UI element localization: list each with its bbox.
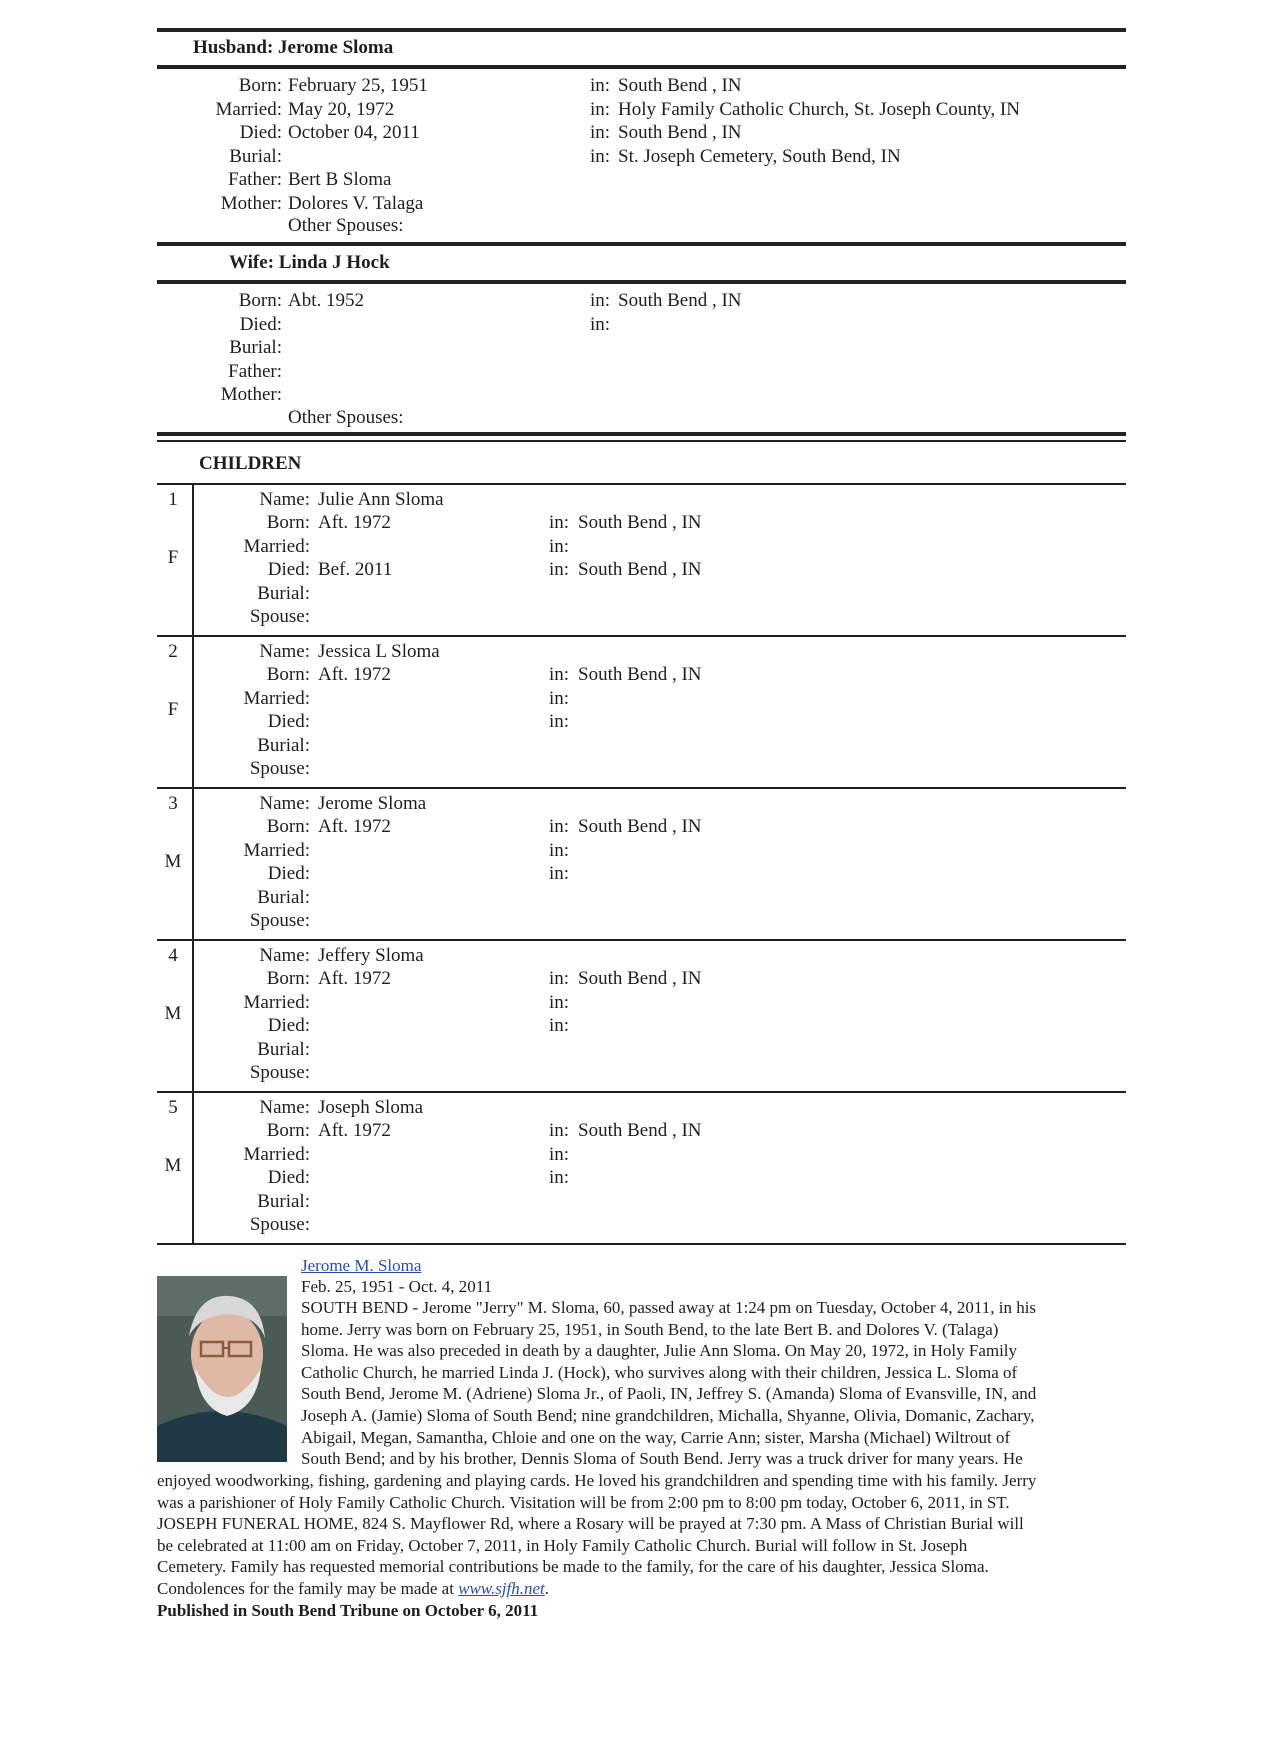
child-field-in: in:	[549, 512, 570, 534]
child-field-in: in:	[549, 687, 570, 709]
child-field-label: Name:	[259, 641, 310, 662]
condolences-text: Condolences for the family may be made at	[157, 1579, 459, 1598]
child-field-in: in:	[549, 1120, 570, 1142]
obituary-line: Abigail, Megan, Samantha, Chloie and one on the way, Carrie Ann; sister, Marsha (Michael) Wiltrout of	[301, 1427, 1011, 1447]
wife-field-value: Abt. 1952	[288, 290, 364, 311]
child-separator	[157, 1243, 1126, 1245]
child-number: 5	[168, 1097, 178, 1118]
husband-name: Jerome Sloma	[278, 37, 394, 58]
child-field-label: Burial:	[257, 886, 310, 908]
child-field-in: in:	[549, 991, 570, 1013]
obituary-photo	[157, 1276, 287, 1462]
children-heading-rule	[157, 483, 1126, 485]
child-number: 1	[168, 489, 178, 510]
child-field-label: Married:	[243, 839, 310, 861]
child-field-label: Married:	[243, 687, 310, 709]
child-field-label: Name:	[259, 793, 310, 814]
husband-label: Husband:	[193, 37, 274, 58]
wife-heading	[229, 252, 390, 274]
husband-other-spouses: Other Spouses:	[288, 215, 404, 236]
child-field-in: in:	[549, 1015, 570, 1037]
husband-field-value: February 25, 1951	[288, 75, 428, 96]
child-field-place: South Bend , IN	[578, 512, 702, 534]
child-field-label: Married:	[243, 1143, 310, 1165]
wife-other-spouses: Other Spouses:	[288, 407, 404, 428]
wife-field-in: in:	[590, 290, 611, 311]
husband-field-label: Mother:	[220, 192, 282, 214]
child-field-label: Spouse:	[249, 1214, 310, 1235]
child-field-in: in:	[549, 863, 570, 885]
husband-field-label: Born:	[238, 75, 282, 96]
child-field-place: South Bend , IN	[578, 559, 702, 581]
obituary-line: SOUTH BEND - Jerome "Jerry" M. Sloma, 60, passed away at 1:24 pm on Tuesday, October 4, 2011, in his	[301, 1298, 1037, 1317]
wife-field-label: Born:	[238, 290, 282, 311]
husband-field-place: South Bend , IN	[618, 122, 742, 143]
child-field-label: Spouse:	[249, 910, 310, 931]
obituary-line: be celebrated at 11:00 am on Friday, October 7, 2011, in Holy Family Catholic Church. Burial will follow in St. Joseph	[157, 1535, 968, 1555]
obituary-condolences	[157, 1578, 549, 1600]
child-field-in: in:	[549, 839, 570, 861]
child-field-label: Burial:	[257, 734, 310, 756]
obituary-title-link[interactable]	[301, 1255, 421, 1277]
child-field-label: Name:	[259, 1097, 310, 1118]
wife-field-label: Died:	[239, 313, 282, 335]
obituary-line: JOSEPH FUNERAL HOME, 824 S. Mayflower Rd, where a Rosary will be prayed at 7:30 pm. A Mass of Christian Burial will	[157, 1514, 1024, 1534]
portrait-image	[157, 1276, 287, 1462]
child-separator	[157, 787, 1126, 789]
child-field-place: South Bend , IN	[578, 816, 702, 838]
children-top-rule	[157, 432, 1126, 436]
husband-field-in: in:	[590, 75, 611, 96]
child-sex: M	[164, 1003, 182, 1024]
child-separator	[157, 635, 1126, 637]
obituary-line: Joseph A. (Jamie) Sloma of South Bend; nine grandchildren, Michalla, Shyanne, Olivia, Domanic, Zachary,	[301, 1406, 1035, 1425]
husband-field-label: Burial:	[229, 145, 282, 167]
child-separator	[157, 1091, 1126, 1093]
wife-name: Linda J Hock	[278, 252, 390, 273]
husband-field-in: in:	[590, 145, 611, 167]
child-field-in: in:	[549, 664, 570, 686]
child-field-label: Died:	[267, 711, 310, 733]
child-field-value: Jeffery Sloma	[318, 945, 424, 966]
obituary-line: enjoyed woodworking, fishing, gardening and playing cards. He loved his grandchildren and spending time with his family. Jerry	[157, 1471, 1037, 1490]
child-field-in: in:	[549, 816, 570, 838]
child-field-value: Aft. 1972	[318, 1120, 391, 1142]
child-field-label: Spouse:	[249, 758, 310, 779]
husband-heading	[193, 37, 393, 59]
child-field-value: Bef. 2011	[318, 559, 393, 581]
obituary-line: Sloma. He was also preceded in death by a daughter, Julie Ann Sloma. On May 20, 1972, in Holy Family	[301, 1341, 1018, 1361]
child-field-label: Burial:	[257, 1038, 310, 1060]
child-sex: M	[164, 851, 182, 872]
husband-field-value: October 04, 2011	[288, 122, 420, 143]
child-field-value: Aft. 1972	[318, 664, 391, 686]
children-top-rule-2	[157, 440, 1126, 442]
child-field-in: in:	[549, 559, 570, 581]
husband-field-label: Father:	[228, 169, 282, 190]
husband-field-label: Married:	[215, 98, 282, 120]
child-field-label: Burial:	[257, 582, 310, 604]
obituary-line: home. Jerry was born on February 25, 1951, in South Bend, to the late Bert B. and Dolores V. (Talaga)	[301, 1319, 999, 1339]
husband-rule	[157, 65, 1126, 69]
child-field-label: Married:	[243, 991, 310, 1013]
wife-top-rule	[157, 242, 1126, 246]
child-field-place: South Bend , IN	[578, 664, 702, 686]
wife-field-label: Burial:	[229, 337, 282, 358]
wife-field-label: Father:	[228, 360, 282, 382]
child-field-value: Jessica L Sloma	[318, 641, 440, 662]
husband-field-label: Died:	[239, 122, 282, 143]
child-field-in: in:	[549, 1167, 570, 1189]
child-sex: M	[164, 1155, 182, 1176]
obituary-line: South Bend; and by his brother, Dennis Sloma of South Bend. Jerry was a truck driver for many years. He	[301, 1449, 1023, 1469]
child-field-label: Name:	[259, 945, 310, 966]
child-field-in: in:	[549, 1143, 570, 1165]
child-field-label: Died:	[267, 1015, 310, 1037]
child-field-label: Born:	[266, 1120, 310, 1142]
child-field-label: Burial:	[257, 1190, 310, 1212]
husband-field-value: Bert B Sloma	[288, 169, 392, 190]
husband-field-value: Dolores V. Talaga	[288, 192, 424, 214]
child-field-in: in:	[549, 968, 570, 990]
child-number: 3	[168, 793, 178, 814]
child-field-in: in:	[549, 711, 570, 733]
condolences-period: .	[544, 1579, 550, 1598]
wife-rule	[157, 280, 1126, 284]
child-field-value: Aft. 1972	[318, 816, 391, 838]
obituary-line: South Bend, Jerome M. (Adriene) Sloma Jr., of Paoli, IN, Jeffrey S. (Amanda) Sloma of Evansville, IN, and	[301, 1384, 1037, 1404]
child-field-label: Born:	[266, 664, 310, 686]
child-field-value: Aft. 1972	[318, 968, 391, 990]
obituary-line: was a parishioner of Holy Family Catholic Church. Visitation will be from 2:00 pm to 8:00 pm today, October 6, 2011, in ST.	[157, 1492, 1010, 1512]
husband-field-place: St. Joseph Cemetery, South Bend, IN	[618, 145, 901, 167]
obituary-line: Catholic Church, he married Linda J. (Hock), who survives along with their children, Jessica L. Sloma of	[301, 1362, 1018, 1382]
child-field-label: Died:	[267, 863, 310, 885]
husband-field-value: May 20, 1972	[288, 98, 395, 120]
obituary-dates: Feb. 25, 1951 - Oct. 4, 2011	[301, 1277, 493, 1296]
husband-field-place: South Bend , IN	[618, 75, 742, 96]
obituary-link-text[interactable]: Jerome M. Sloma	[301, 1256, 422, 1275]
child-field-label: Born:	[266, 816, 310, 838]
child-field-place: South Bend , IN	[578, 968, 702, 990]
child-field-label: Died:	[267, 1167, 310, 1189]
child-field-value: Aft. 1972	[318, 512, 391, 534]
husband-field-place: Holy Family Catholic Church, St. Joseph County, IN	[618, 98, 1020, 120]
funeral-home-link[interactable]: www.sjfh.net	[458, 1579, 545, 1598]
child-field-label: Died:	[267, 559, 310, 581]
top-rule	[157, 28, 1126, 32]
child-separator	[157, 939, 1126, 941]
child-field-value: Jerome Sloma	[318, 793, 427, 814]
child-field-label: Born:	[266, 512, 310, 534]
husband-field-in: in:	[590, 122, 611, 143]
child-field-place: South Bend , IN	[578, 1120, 702, 1142]
child-field-in: in:	[549, 535, 570, 557]
wife-field-label: Mother:	[220, 384, 282, 405]
child-field-label: Born:	[266, 968, 310, 990]
child-sex: F	[167, 699, 179, 720]
child-field-value: Julie Ann Sloma	[318, 489, 444, 510]
children-heading: CHILDREN	[199, 453, 302, 474]
obituary-line: Cemetery. Family has requested memorial contributions be made to the family, for the care of his daughter, Jessica Sloma.	[157, 1557, 989, 1577]
child-field-label: Spouse:	[249, 606, 310, 627]
child-sex: F	[167, 547, 179, 568]
published-line: Published in South Bend Tribune on October 6, 2011	[157, 1601, 539, 1620]
husband-field-in: in:	[590, 98, 611, 120]
child-number: 4	[168, 945, 178, 966]
wife-field-in: in:	[590, 313, 611, 335]
child-number: 2	[168, 641, 178, 662]
wife-label: Wife:	[229, 252, 275, 273]
child-field-label: Name:	[259, 489, 310, 510]
child-field-value: Joseph Sloma	[318, 1097, 424, 1118]
child-field-label: Spouse:	[249, 1062, 310, 1083]
wife-field-place: South Bend , IN	[618, 290, 742, 311]
child-field-label: Married:	[243, 535, 310, 557]
